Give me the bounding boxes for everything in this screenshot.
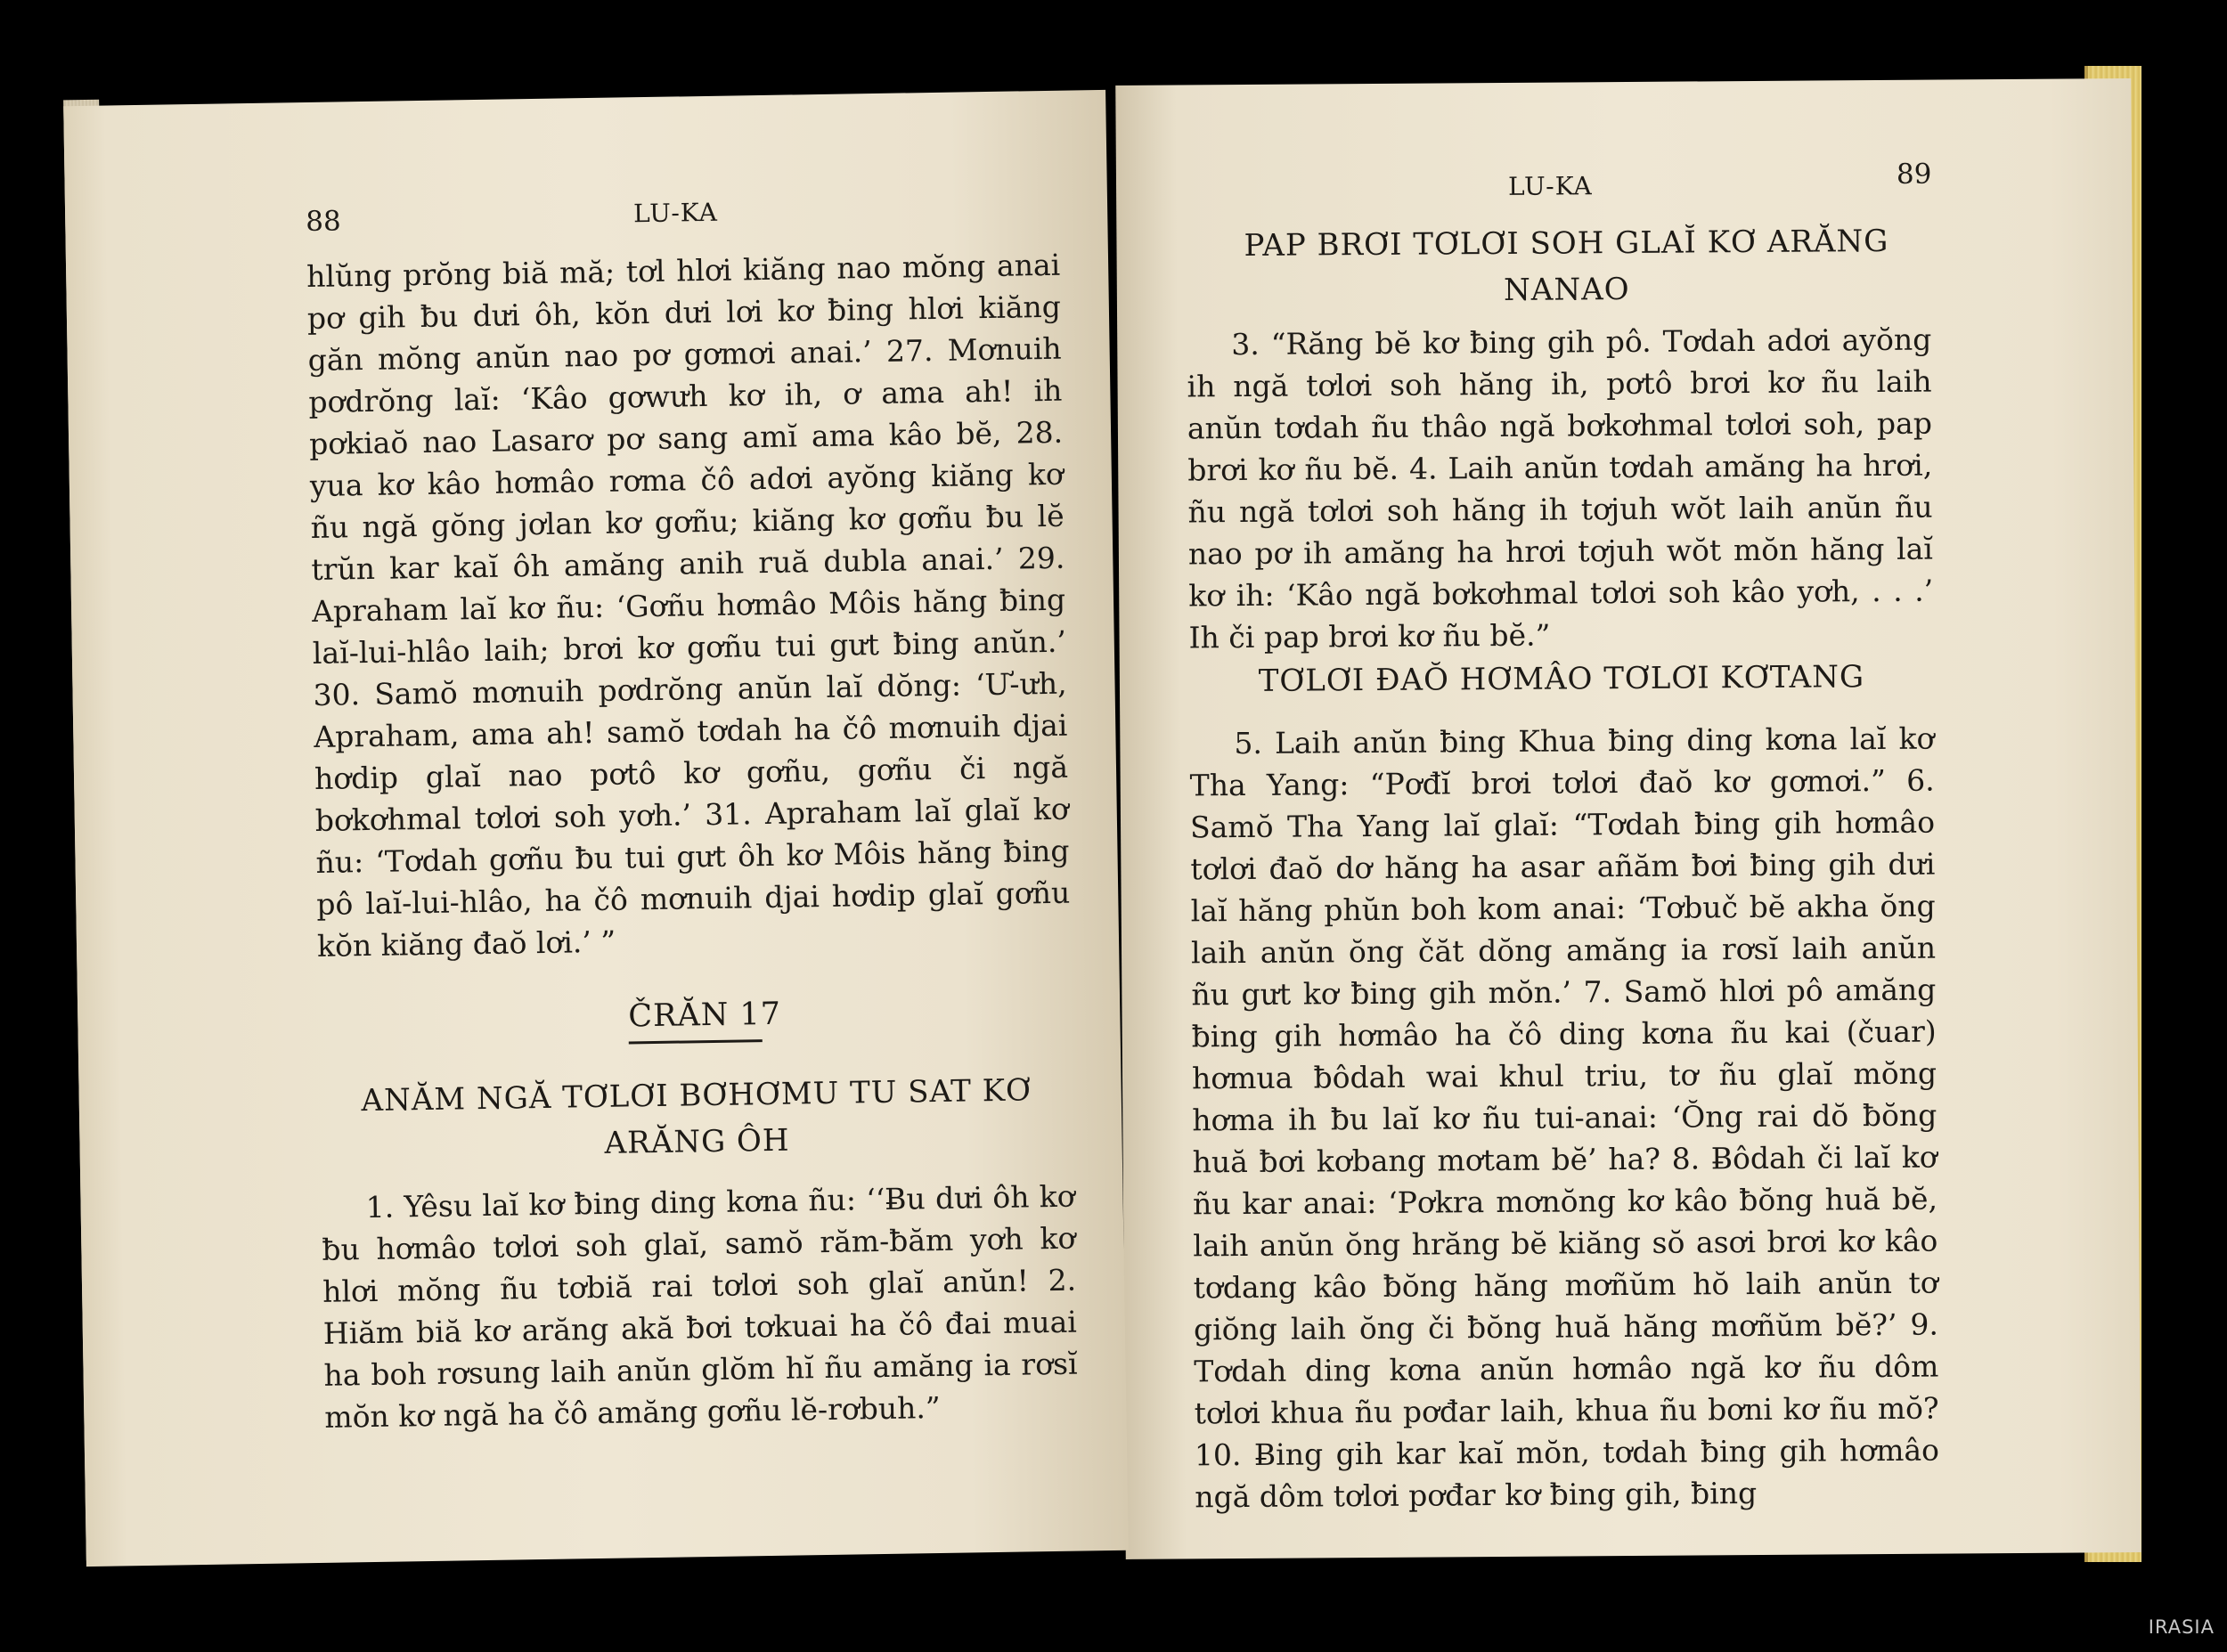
left-page (63, 90, 1129, 1567)
right-running-head: LU-KA (1507, 171, 1593, 201)
right-paragraph-1: 3. “Răng bĕ kơ ƀing gih pô. Tơdah adơi ayŏng ih ngă tơlơi soh hăng ih, pơtô brơi kơ ñu laih anŭn tơdah ñu thâo ngă bơkơhmal tơlơi soh, pap brơi kơ ñu bĕ. 4. Laih anŭn tơdah amăng ha hrơi, ñu ngă tơlơi soh hăng ih tơjuh wŏt laih anŭn ñu nao pơ ih amăng ha hrơi tơjuh wŏt mŏn hăng laĭ kơ ih: ‘Kâo ngă bơkơhmal tơlơi soh kâo yơh, . . .’ Ih či pap brơi kơ ñu bĕ.” (1187, 321, 1934, 655)
right-heading-2: TƠLƠI ĐAŎ HƠMÂO TƠLƠI KƠTANG (1258, 659, 1865, 699)
watermark: IRASIA (2148, 1616, 2215, 1638)
left-section-heading: ANĂM NGĂ TƠLƠI BƠHƠMU TU SAT KƠ ARĂNG ÔH (361, 1072, 1032, 1161)
right-page-number: 89 (1896, 158, 1932, 191)
right-heading-1: PAP BRƠI TƠLƠI SOH GLAĬ KƠ ARĂNG NANAO (1244, 223, 1889, 308)
right-para-2 (1189, 718, 1939, 1518)
left-running-head: LU-KA (632, 197, 719, 229)
chapter-title: ČRĂN 17 (628, 996, 782, 1035)
left-para-1 (306, 244, 1071, 967)
left-page-number: 88 (305, 205, 341, 239)
left-paragraph-2: 1. Yêsu laĭ kơ ƀing ding kơna ñu: ‘‘Ƀu dưi ôh kơ ƀu hơmâo tơlơi soh glaĭ, samŏ răm-ƀăm yơh kơ hlơi mŏng ñu tơbiă rai tơlơi soh glaĭ anŭn! 2. Hiăm biă kơ arăng akă ƀơi tơkuai ha čô đai muai ha boh rơsung laih anŭn glŏm hĭ ñu amăng ia rơsĭ mŏn kơ ngă ha čô amăng gơñu lĕ-rơbuh.” (322, 1178, 1078, 1435)
right-paragraph-2: 5. Laih anŭn ƀing Khua ƀing ding kơna laĭ kơ Tha Yang: “Pơđĭ brơi tơlơi đaŏ kơ gơmơi.” 6. Samŏ Tha Yang laĭ glaĭ: “Tơdah ƀing gih hơmâo tơlơi đaŏ dơ hăng ha asar añăm ƀơi ƀing gih dưi laĭ hăng phŭn boh kom anai: ‘Tơbuč bĕ akha ŏng laih anŭn ŏng čăt dŏng amăng ia rơsĭ laih anŭn ñu gưt kơ ƀing gih mŏn.’ 7. Samŏ hlơi pô amăng ƀing gih hơmâo ha čô ding kơna ñu kai (čuar) hơmua ƀôdah wai khul triu, tơ ñu glaĭ mŏng hơma ih ƀu laĭ kơ ñu tui-anai: ‘Ŏng rai dŏ ƀŏng huă ƀơi kơbang mơtam bĕ’ ha? 8. Ƀôdah či laĭ kơ ñu kar anai: ‘Pơkra mơnŏng kơ kâo ƀŏng huă bĕ, laih anŭn ŏng hrăng bĕ kiăng sŏ asơi brơi kơ kâo tơdang kâo ƀŏng hăng mơñŭm hŏ laih anŭn tơ giŏng laih ŏng či ƀŏng huă hăng mơñŭm bĕ?’ 9. Tơdah ding kơna anŭn hơmâo ngă kơ ñu dôm tơlơi khua ñu pơđar laih, khua ñu bơni kơ ñu mŏ? 10. Ƀing gih kar kaĭ mŏn, tơdah ƀing gih hơmâo ngă dôm tơlơi pơđar kơ ƀing gih, ƀing (1189, 720, 1940, 1515)
chapter-title-underline (629, 1039, 763, 1044)
right-para-1 (1187, 319, 1934, 659)
left-para-2 (321, 1176, 1078, 1438)
right-page (1115, 78, 2141, 1559)
left-paragraph-1: hlŭng prŏng biă mă; tơl hlơi kiăng nao mŏng anai pơ gih ƀu dưi ôh, kŏn dưi lơi kơ ƀing hlơi kiăng găn mŏng anŭn nao pơ gơmơi anai.’ 27. Mơnuih pơdrŏng laĭ: ‘Kâo gơwưh kơ ih, ơ ama ah! ih pơkiaŏ nao Lasarơ pơ sang amĭ ama kâo bĕ, 28. yua kơ kâo hơmâo rơma čô adơi ayŏng kiăng kơ ñu ngă gŏng jơlan kơ gơñu; kiăng kơ gơñu ƀu lĕ trŭn kar kaĭ ôh amăng anih ruă dubla anai.’ 29. Apraham laĭ kơ ñu: ‘Gơñu hơmâo Môis hăng ƀing laĭ-lui-hlâo laih; brơi kơ gơñu tui gưt ƀing anŭn.’ 30. Samŏ mơnuih pơdrŏng anŭn laĭ dŏng: ‘Ư-ưh, Apraham, ama ah! samŏ tơdah ha čô mơnuih djai hơdip glaĭ nao pơtô kơ gơñu, gơñu či ngă bơkơhmal tơlơi soh yơh.’ 31. Apraham laĭ glaĭ kơ ñu: ‘Tơdah gơñu ƀu tui gưt ôh kơ Môis hăng ƀing pô laĭ-lui-hlâo, ha čô mơnuih djai hơdip glaĭ gơñu kŏn kiăng đaŏ lơi.’ ” (306, 247, 1071, 964)
